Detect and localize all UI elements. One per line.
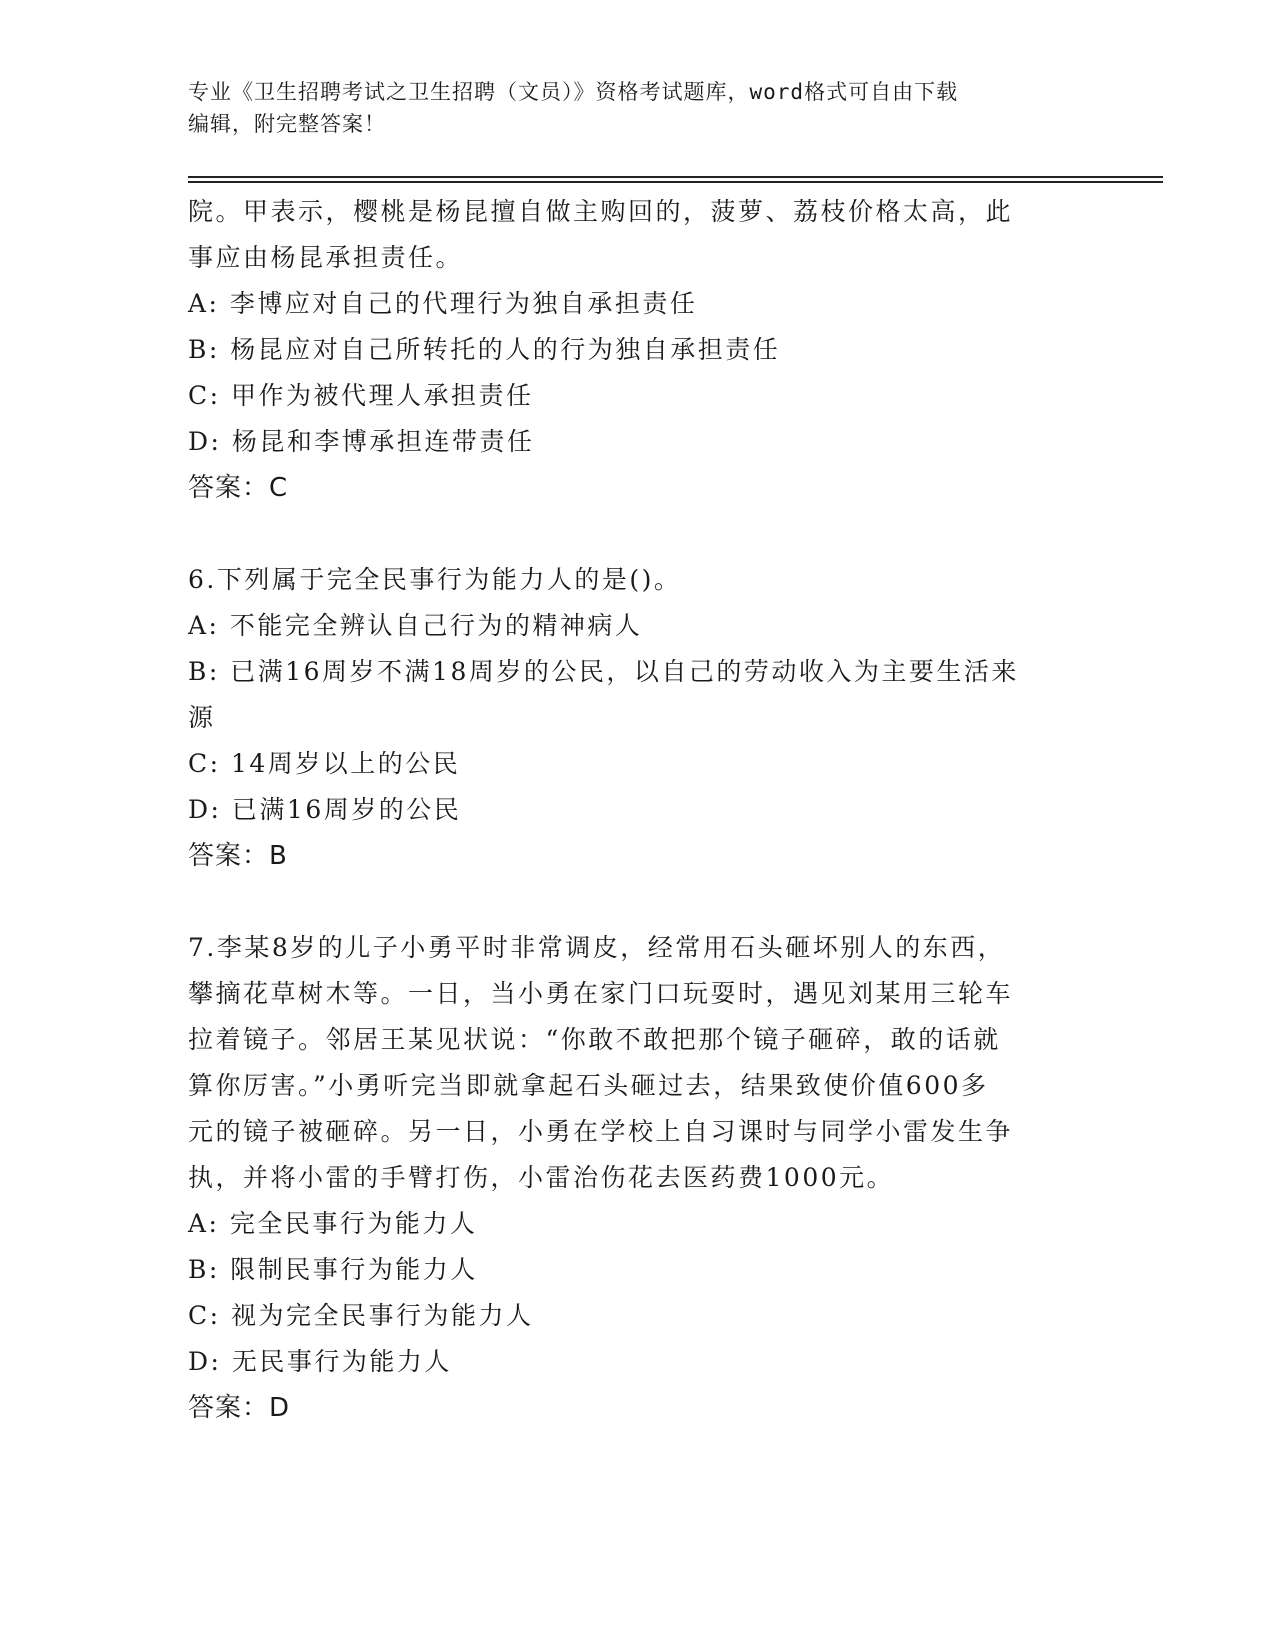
option-b-continued: 源 [188,703,216,732]
question-list [188,189,1088,1431]
answer-label: 答案：C [188,473,289,503]
header-divider-top [188,176,1163,178]
option-d: D: 杨昆和李博承担连带责任 [188,427,535,456]
question-stem-line: 执，并将小雷的手臂打伤，小雷治伤花去医药费1000元。 [188,1163,895,1192]
option-b: B: 杨昆应对自己所转托的人的行为独自承担责任 [188,335,781,364]
option-d: D: 已满16周岁的公民 [188,795,462,824]
spacer [188,879,1088,925]
question-stem-line: 算你厉害。”小勇听完当即就拿起石头砸过去，结果致使价值600多 [188,1071,989,1100]
option-a: A: 不能完全辨认自己行为的精神病人 [188,611,643,640]
question-stem-line: 拉着镜子。邻居王某见状说：“你敢不敢把那个镜子砸碎，敢的话就 [188,1025,1001,1054]
header-line-2: 编辑，附完整答案！ [188,112,386,136]
answer-label: 答案：B [188,841,288,871]
option-a: A: 完全民事行为能力人 [188,1209,478,1238]
document-header [188,76,1088,140]
option-b: B: 限制民事行为能力人 [188,1255,478,1284]
header-line-1: 专业《卫生招聘考试之卫生招聘（文员）》资格考试题库，word格式可自由下载 [188,80,959,104]
question-stem-line: 7.李某8岁的儿子小勇平时非常调皮，经常用石头砸坏别人的东西， [188,933,1006,962]
option-c: C: 14周岁以上的公民 [188,749,461,778]
question-stem-line: 攀摘花草树木等。一日，当小勇在家门口玩耍时，遇见刘某用三轮车 [188,979,1014,1008]
question-stem-line: 6.下列属于完全民事行为能力人的是()。 [188,565,682,594]
header-divider-bottom [188,181,1163,183]
option-b: B: 已满16周岁不满18周岁的公民，以自己的劳动收入为主要生活来 [188,657,1019,686]
question-6 [188,557,1088,879]
spacer [188,511,1088,557]
option-c: C: 甲作为被代理人承担责任 [188,381,534,410]
option-c: C: 视为完全民事行为能力人 [188,1301,534,1330]
option-a: A: 李博应对自己的代理行为独自承担责任 [188,289,698,318]
answer-label: 答案：D [188,1393,291,1423]
question-5 [188,189,1088,511]
option-d: D: 无民事行为能力人 [188,1347,452,1376]
question-7 [188,925,1088,1431]
question-stem-line: 事应由杨昆承担责任。 [188,243,464,272]
question-stem-line: 院。甲表示，樱桃是杨昆擅自做主购回的，菠萝、荔枝价格太高，此 [188,197,1014,226]
question-stem-line: 元的镜子被砸碎。另一日，小勇在学校上自习课时与同学小雷发生争 [188,1117,1014,1146]
